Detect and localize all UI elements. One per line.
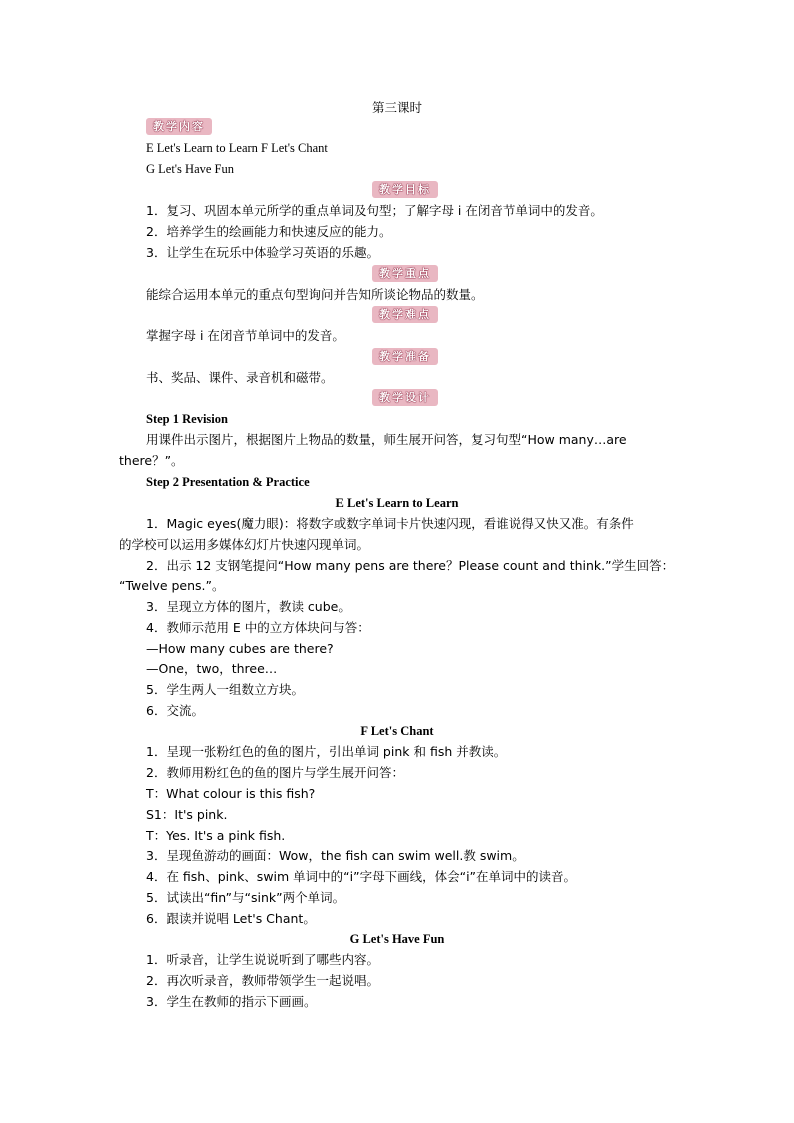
goal-item: 1．复习、巩固本单元所学的重点单词及句型；了解字母 i 在闭音节单词中的发音。: [146, 203, 603, 218]
list-item: 6．交流。: [146, 703, 204, 718]
step1-heading: Step 1 Revision: [146, 412, 228, 426]
list-item: 1．Magic eyes(魔力眼)：将数字或数字单词卡片快速闪现，看谁说得又快又准。有条件: [146, 516, 634, 531]
list-item: “Twelve pens.”。: [119, 578, 225, 593]
goal-item: 3．让学生在玩乐中体验学习英语的乐趣。: [146, 245, 379, 260]
list-item: 3．呈现鱼游动的画面：Wow，the fish can swim well.教 swim。: [146, 848, 525, 863]
section-badge-preparation: 教学准备: [372, 348, 438, 365]
list-item: T：What colour is this fish?: [146, 786, 316, 801]
section-badge-content: 教学内容: [146, 118, 212, 135]
step2-heading: Step 2 Presentation & Practice: [146, 475, 310, 489]
list-item: 2．出示 12 支钢笔提问“How many pens are there？Please count and think.”学生回答：: [146, 558, 675, 573]
list-item: 4．在 fish、pink、swim 单词中的“i”字母下画线，体会“i”在单词中的读音。: [146, 869, 577, 884]
section-badge-design: 教学设计: [372, 389, 438, 406]
list-item: 1．听录音，让学生说说听到了哪些内容。: [146, 952, 379, 967]
step1-text: there？”。: [119, 453, 184, 468]
step1-text: 用课件出示图片，根据图片上物品的数量，师生展开问答，复习句型“How many…are: [146, 432, 627, 447]
list-item: S1：It's pink.: [146, 807, 228, 822]
subsection-title-f: F Let's Chant: [360, 724, 434, 738]
list-item: —One，two，three…: [146, 661, 278, 676]
section-badge-key: 教学重点: [372, 265, 438, 282]
lesson-title: 第三课时: [371, 100, 422, 115]
list-item: 6．跟读并说唱 Let's Chant。: [146, 911, 316, 926]
list-item: 4．教师示范用 E 中的立方体块问与答：: [146, 620, 370, 635]
subsection-title-e: E Let's Learn to Learn: [335, 496, 459, 510]
difficulty-text: 掌握字母 i 在闭音节单词中的发音。: [146, 328, 345, 343]
list-item: 3．学生在教师的指示下画画。: [146, 994, 317, 1009]
list-item: 3．呈现立方体的图片，教读 cube。: [146, 599, 351, 614]
list-item: 2．教师用粉红色的鱼的图片与学生展开问答：: [146, 765, 404, 780]
content-line-2: G Let's Have Fun: [146, 162, 235, 176]
list-item: —How many cubes are there?: [146, 641, 334, 656]
list-item: 的学校可以运用多媒体幻灯片快速闪现单词。: [119, 537, 370, 552]
list-item: 2．再次听录音，教师带领学生一起说唱。: [146, 973, 379, 988]
list-item: T：Yes. It's a pink fish.: [146, 828, 286, 843]
section-badge-difficulty: 教学难点: [372, 306, 438, 323]
key-point-text: 能综合运用本单元的重点句型询问并告知所谈论物品的数量。: [146, 287, 484, 302]
list-item: 5．试读出“fin”与“sink”两个单词。: [146, 890, 346, 905]
goal-item: 2．培养学生的绘画能力和快速反应的能力。: [146, 224, 392, 239]
subsection-title-g: G Let's Have Fun: [349, 932, 445, 946]
preparation-text: 书、奖品、课件、录音机和磁带。: [146, 370, 334, 385]
list-item: 1．呈现一张粉红色的鱼的图片，引出单词 pink 和 fish 并教读。: [146, 744, 507, 759]
section-badge-goals: 教学目标: [372, 181, 438, 198]
list-item: 5．学生两人一组数立方块。: [146, 682, 304, 697]
content-line-1: E Let's Learn to Learn F Let's Chant: [146, 141, 328, 155]
